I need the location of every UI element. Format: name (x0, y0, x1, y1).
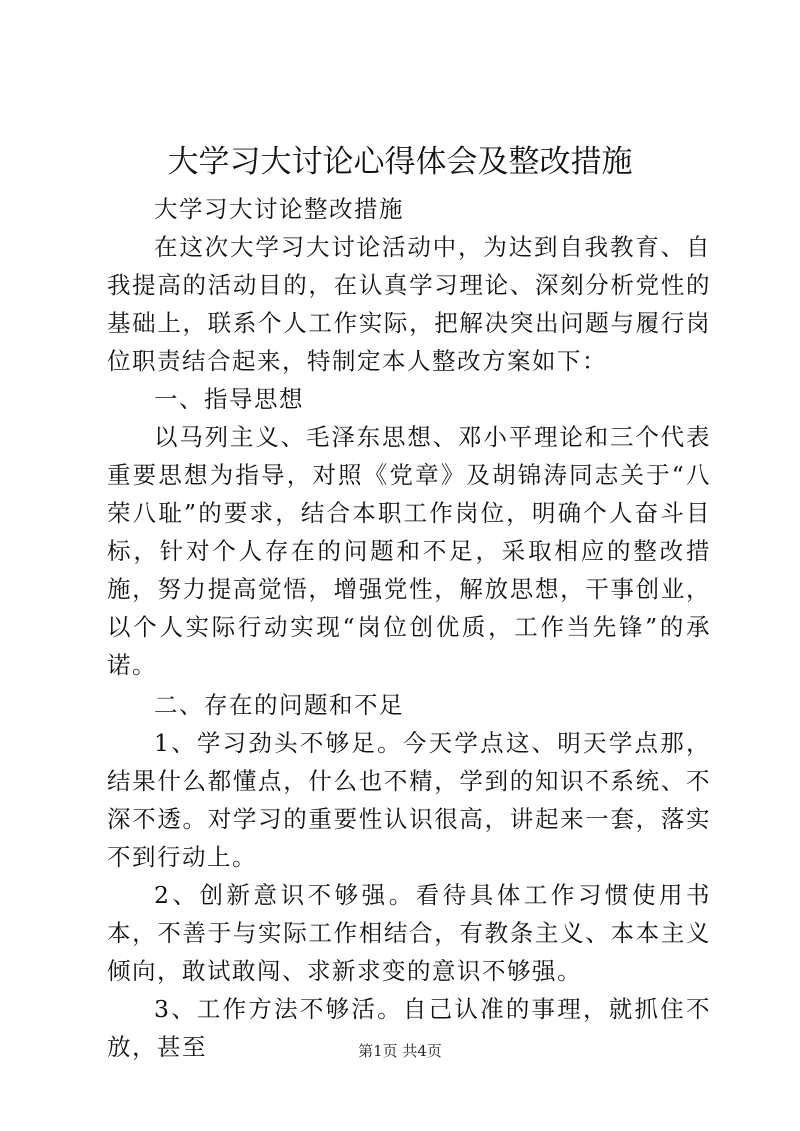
subtitle-paragraph: 大学习大讨论整改措施 (154, 195, 404, 223)
problem-item-1: 1、学习劲头不够足。今天学点这、明天学点那，结果什么都懂点，什么也不精，学到的知识不系统、不深不透。对学习的重要性认识很高，讲起来一套，落实不到行动上。 (107, 729, 711, 871)
document-title: 大学习大讨论心得体会及整改措施 (167, 144, 633, 180)
guiding-ideology-paragraph: 以马列主义、毛泽东思想、邓小平理论和三个代表重要思想为指导，对照《党章》及胡锦涛同志关于“八荣八耻”的要求，结合本职工作岗位，明确个人奋斗目标，针对个人存在的问题和不足，采取相应的整改措施，努力提高觉悟，增强党性，解放思想，干事创业，以个人实际行动实现“岗位创优质，工作当先锋”的承诺。 (107, 423, 711, 679)
section-heading-guiding-ideology: 一、指导思想 (154, 385, 304, 413)
page-footer: 第1页 共4页 (358, 1042, 442, 1060)
problem-item-3: 3、工作方法不够活。自己认准的事理，就抓住不放，甚至 (107, 995, 711, 1061)
document-body (107, 190, 711, 1066)
intro-paragraph: 在这次大学习大讨论活动中，为达到自我教育、自我提高的活动目的，在认真学习理论、深刻分析党性的基础上，联系个人工作实际，把解决突出问题与履行岗位职责结合起来，特制定本人整改方案如下： (107, 233, 711, 375)
section-heading-problems: 二、存在的问题和不足 (154, 691, 404, 719)
problem-item-2: 2、创新意识不够强。看待具体工作习惯使用书本，不善于与实际工作相结合，有教条主义、本本主义倾向，敢试敢闯、求新求变的意识不够强。 (107, 881, 711, 985)
